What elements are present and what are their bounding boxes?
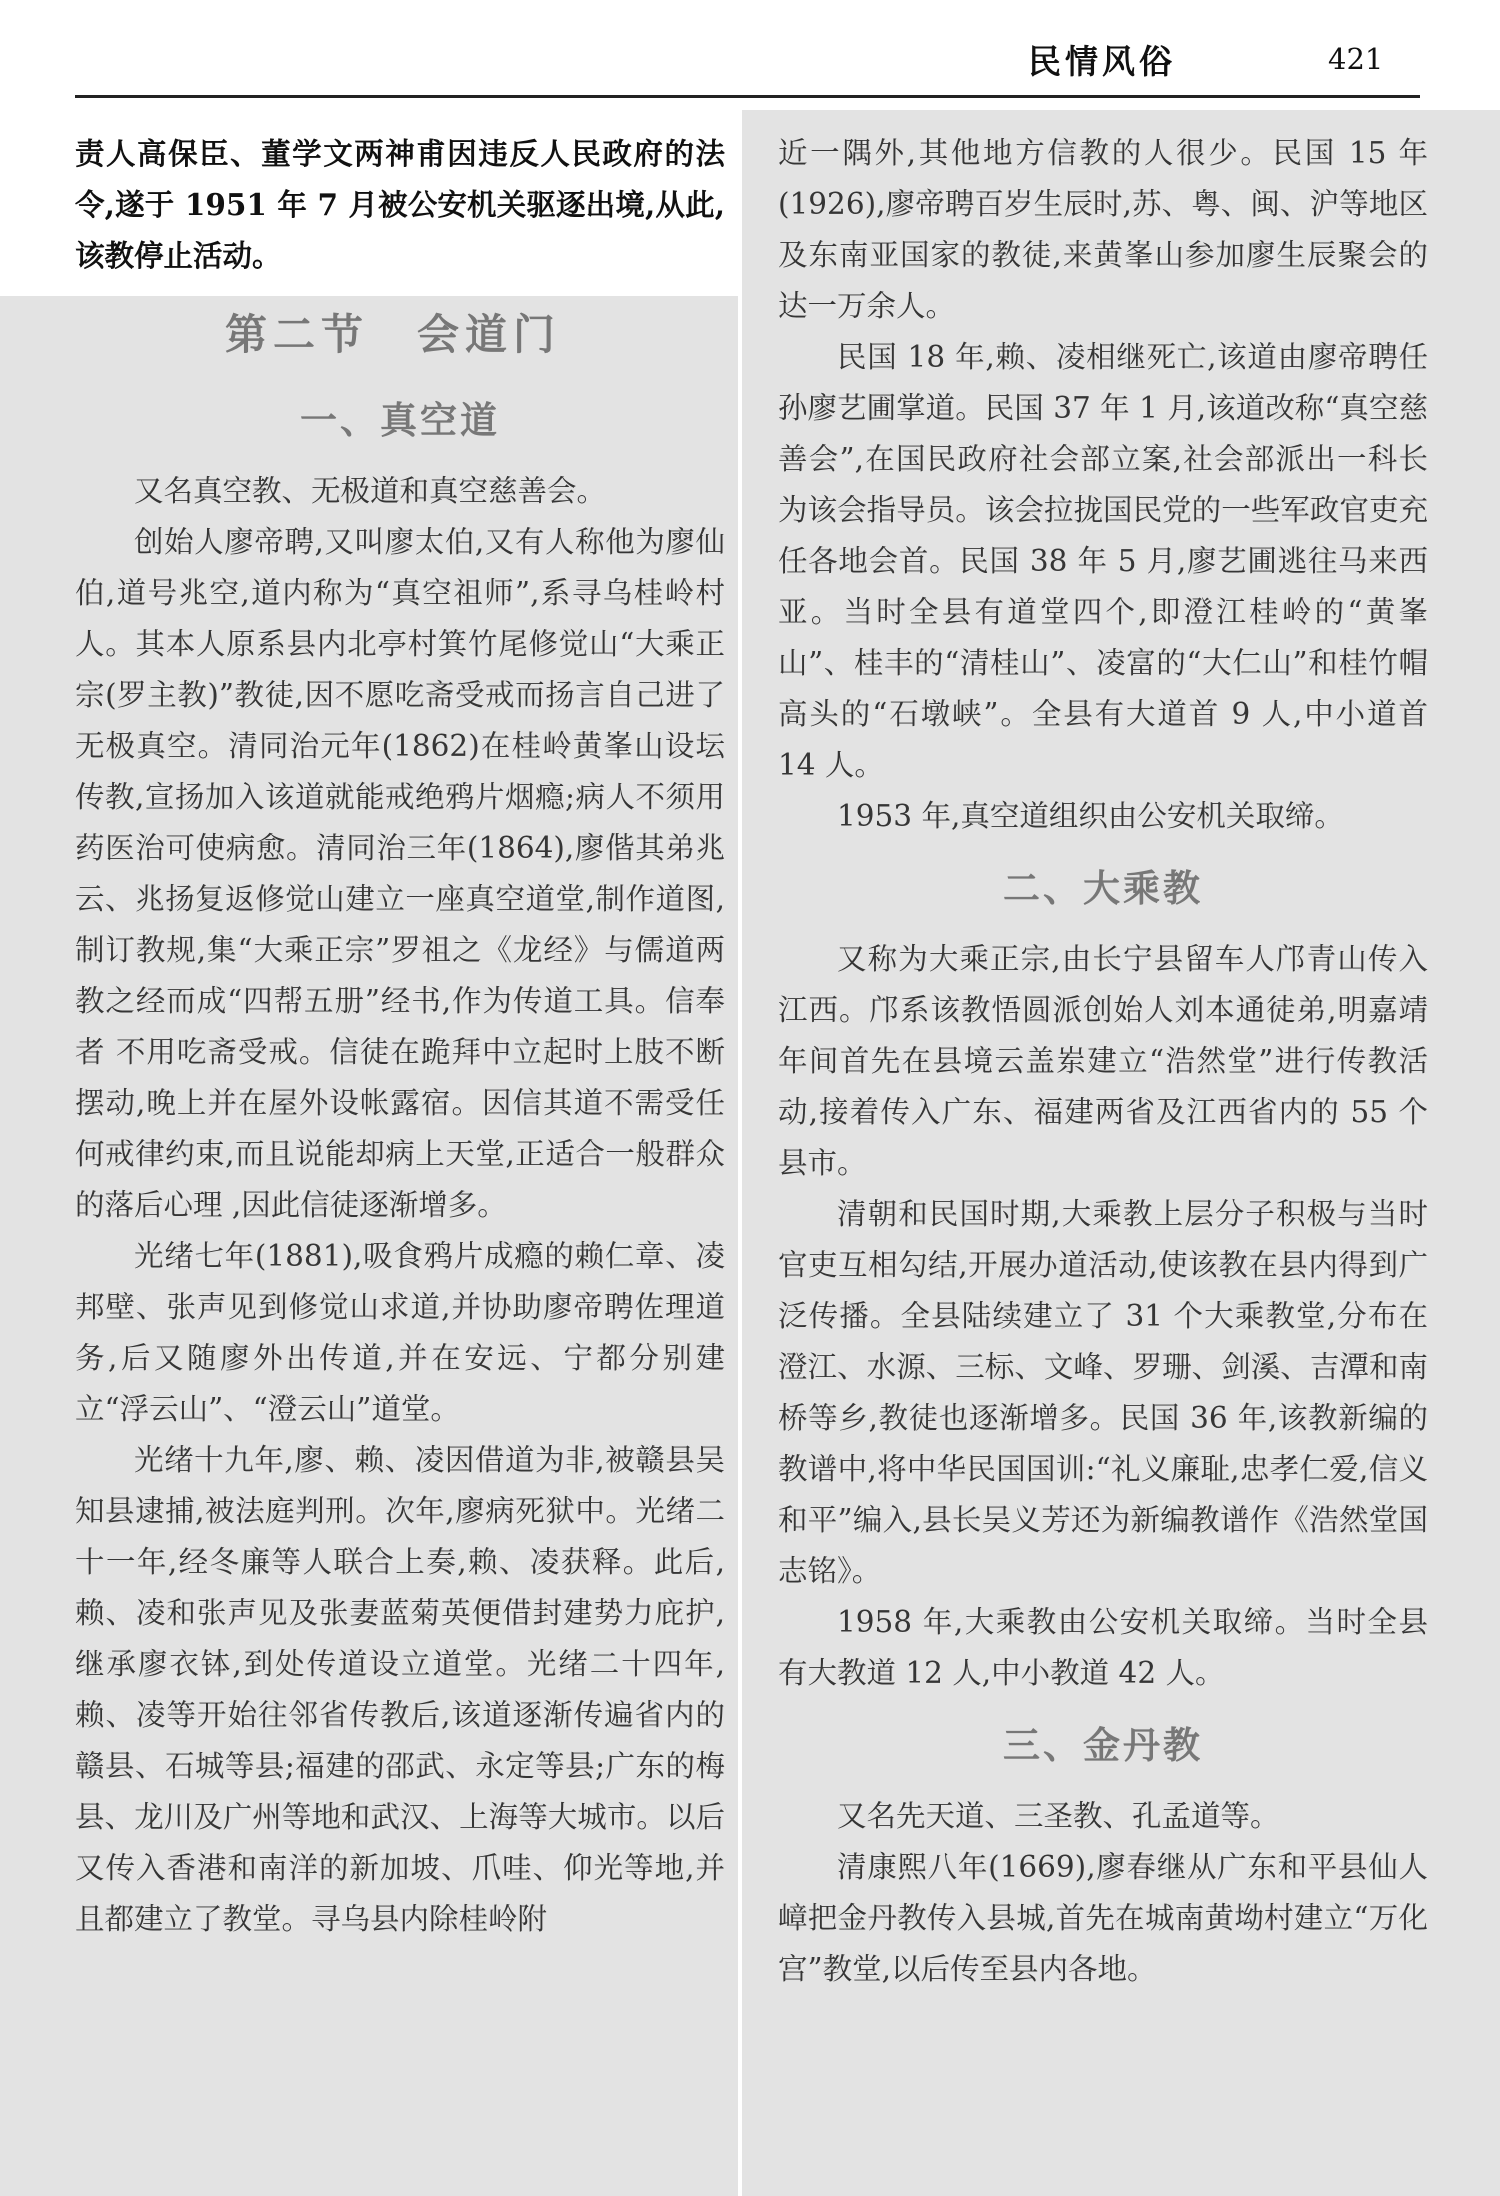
paragraph: 又名先天道、三圣教、孔孟道等。	[837, 1799, 1280, 1833]
paragraph: 创始人廖帝聘,又叫廖太伯,又有人称他为廖仙伯,道号兆空,道内称为“真空祖师”,系寻乌桂岭村人。其本人原系县内北亭村箕竹尾修觉山“大乘正宗(罗主教)”教徒,因不愿吃斋受戒而扬言自己进了无极真空。清同治元年(1862)在桂岭黄峯山设坛传教,宣扬加入该道就能戒绝鸦片烟瘾;病人不须用药医治可使病愈。清同治三年(1864),廖偕其弟兆云、兆扬复返修觉山建立一座真空道堂,制作道图,制订教规,集“大乘正宗”罗祖之《龙经》与儒道两教之经而成“四帮五册”经书,作为传道工具。信奉者 不用吃斋受戒。信徒在跪拜中立起时上肢不断摆动,晚上并在屋外设帐露宿。因信其道不需受任何戒律约束,而且说能却病上天堂,正适合一般群众的落后心理 ,因此信徒逐渐增多。	[75, 525, 725, 1222]
header-rule	[75, 95, 1420, 98]
paragraph: 1958 年,大乘教由公安机关取缔。当时全县有大教道 12 人,中小教道 42 人。	[778, 1605, 1428, 1690]
left-column	[75, 296, 725, 1945]
subsection-title-1: 一、真空道	[300, 398, 500, 442]
subsection-title-3: 三、金丹教	[1003, 1723, 1203, 1767]
paragraph: 1953 年,真空道组织由公安机关取缔。	[837, 799, 1344, 833]
right-column	[778, 128, 1428, 1995]
paragraph: 清康熙八年(1669),廖春继从广东和平县仙人嶂把金丹教传入县城,首先在城南黄坳村建立“万化宫”教堂,以后传至县内各地。	[778, 1850, 1428, 1986]
continued-paragraph: 责人高保臣、董学文两神甫因违反人民政府的法令,遂于 1951 年 7 月被公安机关驱逐出境,从此,该教停止活动。	[75, 136, 725, 273]
running-header-section: 民情风俗	[1028, 42, 1176, 81]
left-column-top-text	[75, 128, 725, 281]
subsection-title-2: 二、大乘教	[1003, 866, 1203, 910]
paragraph: 近一隅外,其他地方信教的人很少。民国 15 年(1926),廖帝聘百岁生辰时,苏、粤、闽、沪等地区及东南亚国家的教徒,来黄峯山参加廖生辰聚会的达一万余人。	[778, 136, 1428, 323]
paragraph: 又称为大乘正宗,由长宁县留车人邝青山传入江西。邝系该教悟圆派创始人刘本通徒弟,明嘉靖年间首先在县境云盖岽建立“浩然堂”进行传教活动,接着传入广东、福建两省及江西省内的 55 个县市。	[778, 942, 1428, 1180]
paragraph: 光绪七年(1881),吸食鸦片成瘾的赖仁章、凌邦壁、张声见到修觉山求道,并协助廖帝聘佐理道务,后又随廖外出传道,并在安远、宁都分别建立“浮云山”、“澄云山”道堂。	[75, 1239, 725, 1426]
section-title: 第二节 会道门	[225, 310, 562, 359]
paragraph: 又名真空教、无极道和真空慈善会。	[134, 474, 607, 508]
paragraph: 清朝和民国时期,大乘教上层分子积极与当时官吏互相勾结,开展办道活动,使该教在县内得到广泛传播。全县陆续建立了 31 个大乘教堂,分布在澄江、水源、三标、文峰、罗珊、剑溪、吉潭和南桥等乡,教徒也逐渐增多。民国 36 年,该教新编的教谱中,将中华民国国训:“礼义廉耻,忠孝仁爱,信义和平”编入,县长吴义芳还为新编教谱作《浩然堂国志铭》。	[778, 1197, 1428, 1588]
paragraph: 光绪十九年,廖、赖、凌因借道为非,被赣县吴知县逮捕,被法庭判刑。次年,廖病死狱中。光绪二十一年,经冬廉等人联合上奏,赖、凌获释。此后,赖、凌和张声见及张妻蓝菊英便借封建势力庇护,继承廖衣钵,到处传道设立道堂。光绪二十四年,赖、凌等开始往邻省传教后,该道逐渐传遍省内的赣县、石城等县;福建的邵武、永定等县;广东的梅县、龙川及广州等地和武汉、上海等大城市。以后又传入香港和南洋的新加坡、爪哇、仰光等地,并且都建立了教堂。寻乌县内除桂岭附	[75, 1443, 725, 1936]
paragraph: 民国 18 年,赖、凌相继死亡,该道由廖帝聘任孙廖艺圃掌道。民国 37 年 1 月,该道改称“真空慈善会”,在国民政府社会部立案,社会部派出一科长为该会指导员。该会拉拢国民党的一些军政官吏充任各地会首。民国 38 年 5 月,廖艺圃逃往马来西亚。当时全县有道堂四个,即澄江桂岭的“黄峯山”、桂丰的“清桂山”、凌富的“大仁山”和桂竹帽高头的“石墩峡”。全县有大道首 9 人,中小道首 14 人。	[778, 340, 1428, 782]
page-number: 421	[1328, 42, 1384, 76]
